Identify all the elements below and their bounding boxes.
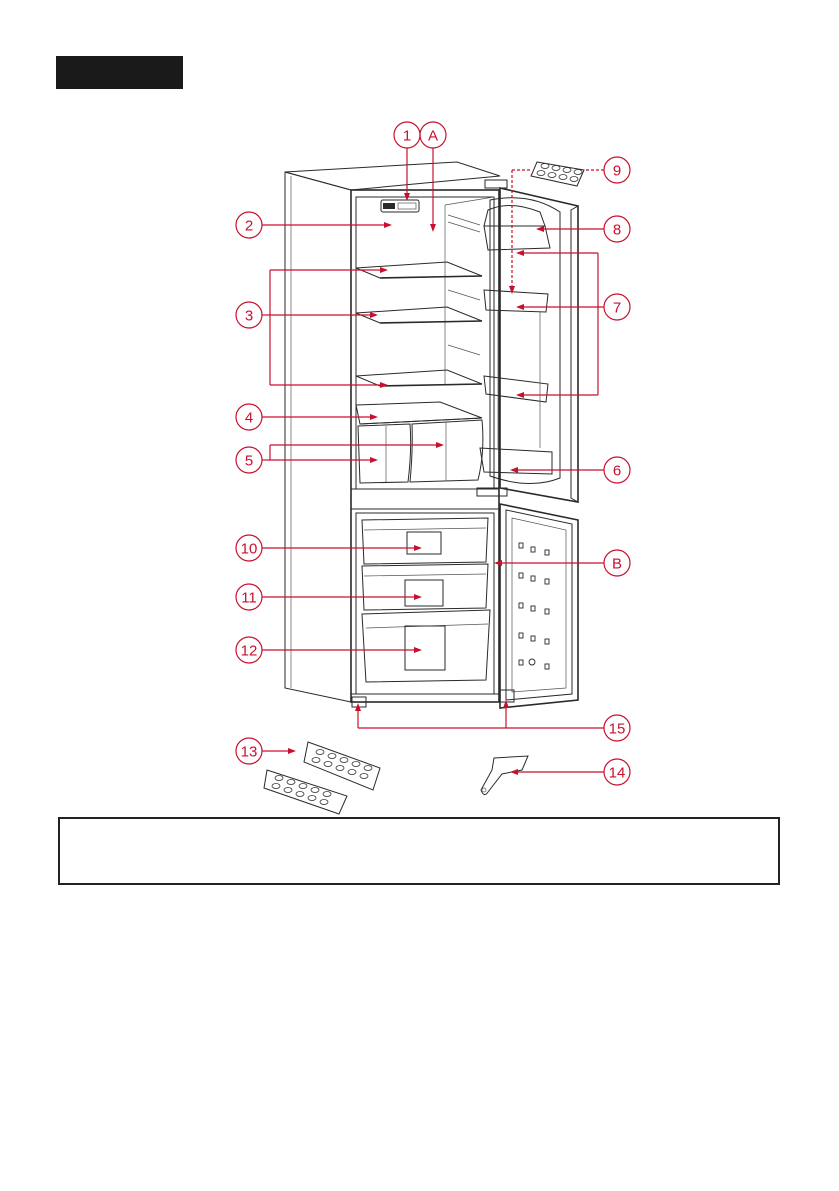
callout-15-label: 15 [608, 720, 626, 738]
callout-2 [236, 212, 262, 238]
callout-4 [236, 404, 262, 430]
callout-9-label: 9 [612, 162, 622, 180]
callout-B-label: B [611, 555, 623, 573]
callout-7 [604, 294, 630, 320]
callout-14 [604, 759, 630, 785]
fridge-interior [356, 200, 483, 483]
callout-3 [236, 302, 262, 328]
callout-6 [604, 457, 630, 483]
note-box [58, 817, 780, 885]
callout-10-label: 10 [240, 540, 258, 558]
fridge-door [477, 188, 578, 502]
ice-scraper [481, 756, 528, 795]
callout-14-label: 14 [608, 764, 626, 782]
ice-trays [264, 742, 380, 814]
freezer-interior [351, 518, 499, 702]
callout-9 [604, 157, 630, 183]
callout-11 [236, 584, 262, 610]
callout-12 [236, 637, 262, 663]
freezer-door [352, 504, 578, 708]
callout-8-label: 8 [612, 221, 622, 239]
fridge-cabinet [285, 162, 507, 702]
callout-6-label: 6 [612, 462, 622, 480]
egg-tray [531, 162, 584, 186]
callout-2-label: 2 [244, 217, 254, 235]
callout-10 [236, 535, 262, 561]
callout-5 [236, 447, 262, 473]
callout-13 [236, 738, 262, 764]
callout-1-label: 1 [402, 127, 412, 145]
callout-12-label: 12 [240, 642, 258, 660]
callout-15 [604, 715, 630, 741]
callout-3-label: 3 [244, 307, 254, 325]
callout-13-label: 13 [240, 743, 258, 761]
callout-1 [394, 122, 420, 148]
callout-4-label: 4 [244, 409, 254, 427]
callout-7-label: 7 [612, 299, 622, 317]
callout-11-label: 11 [241, 589, 257, 607]
callout-8 [604, 216, 630, 242]
callout-B [604, 550, 630, 576]
callout-A-label: A [427, 127, 439, 145]
callout-A [420, 122, 446, 148]
callout-5-label: 5 [244, 452, 254, 470]
